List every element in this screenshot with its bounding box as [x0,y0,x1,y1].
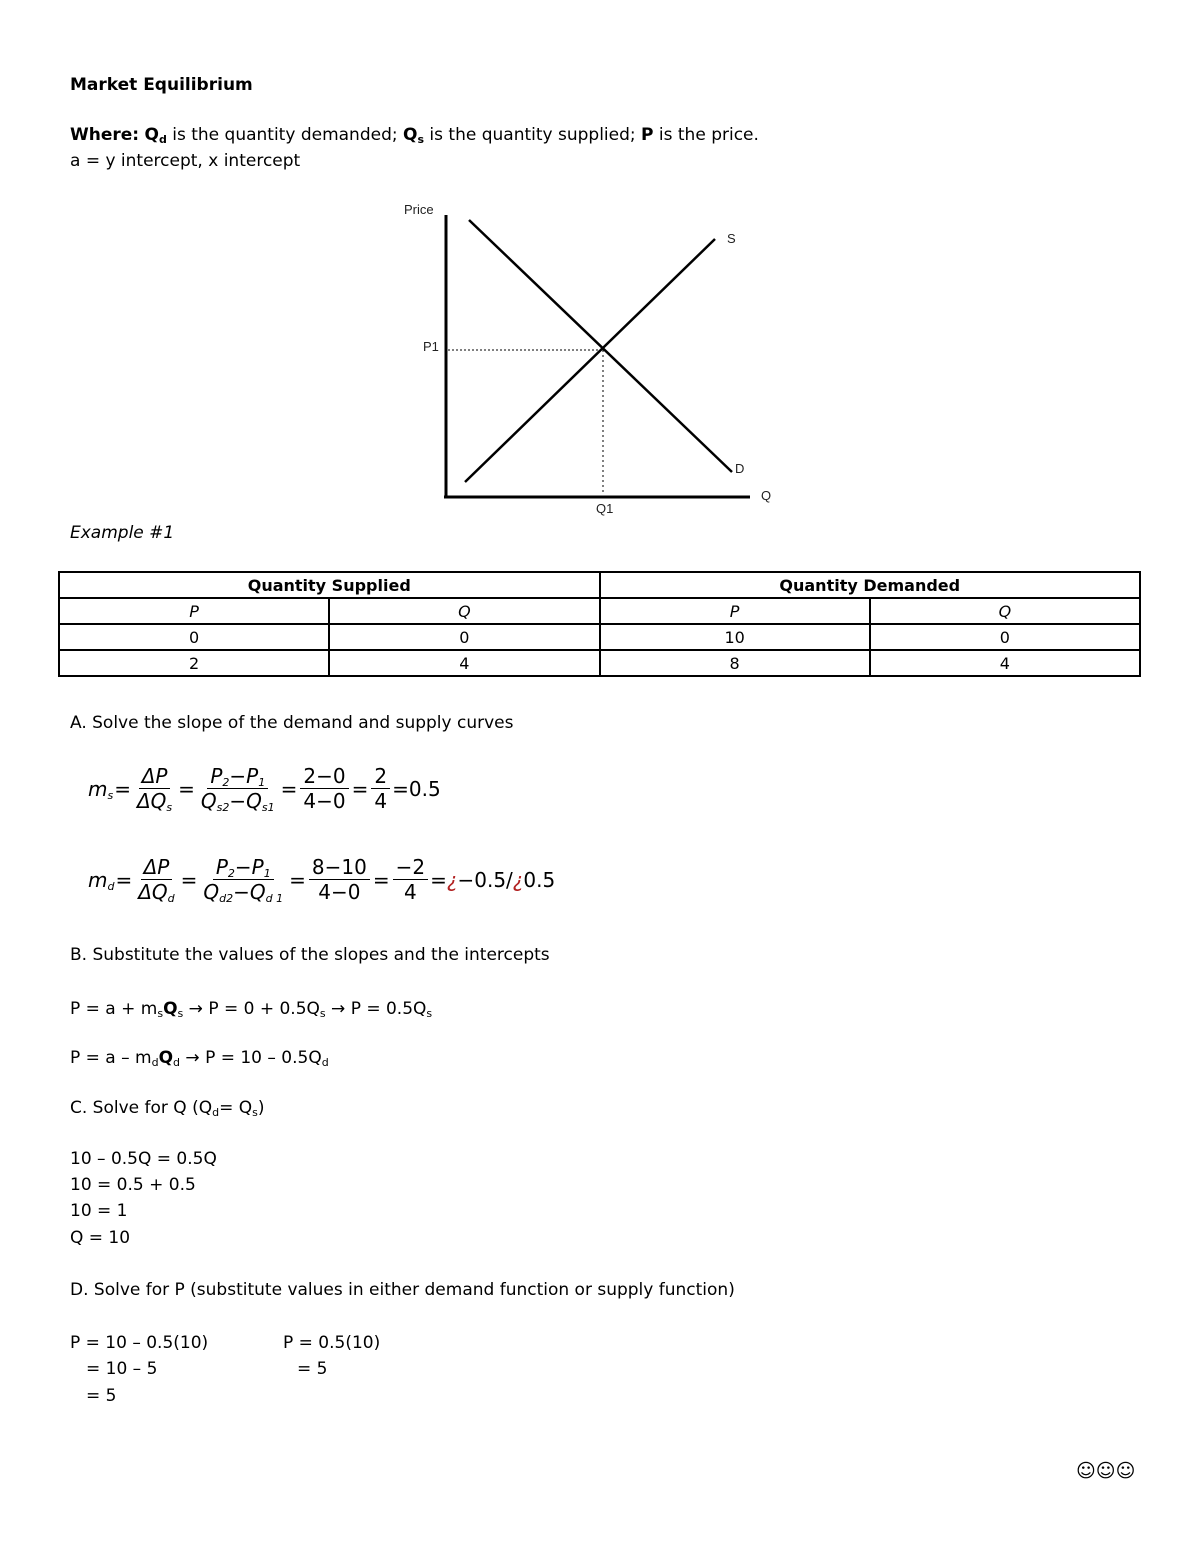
table-cell: 0 [329,624,599,650]
supply-price-line: P = 0.5(10) [283,1333,381,1353]
example-table [58,571,1141,677]
solve-q-line: 10 = 1 [70,1201,128,1221]
point-fraction: $\frac{P_2-P_1}{Q_{d2}-Q_{d 1}}$ [203,855,284,905]
eq-lhs: $m_s$ [88,776,114,802]
definitions-line [70,125,759,145]
demand-price-line: P = 10 – 0.5(10) [70,1333,209,1353]
table-cell: 0 [59,624,329,650]
demand-price-line: = 10 – 5 [86,1359,158,1379]
solve-q-line: 10 = 0.5 + 0.5 [70,1175,196,1195]
supply-price-line: = 5 [297,1359,328,1379]
q1-label: Q1 [596,501,614,516]
example-label: Example #1 [70,523,175,543]
demanded-header: Quantity Demanded [600,572,1141,598]
supplied-header: Quantity Supplied [59,572,600,598]
table-cell: 0 [870,624,1140,650]
value-fraction: $\frac{8-10}{4-0}$ [309,856,370,903]
p-description: is the price. [658,125,759,145]
table-row [59,624,1140,650]
section-b-heading: B. Substitute the values of the slopes and the intercepts [70,945,550,965]
table-row [59,650,1140,676]
supply-function-line: $P = a + m_sQ_s \to P = 0 + 0.5Q_s \to P = 0.5Q_s$ [70,999,433,1020]
eq-lhs: $m_d$ [88,867,115,893]
solve-q-line: Q = 10 [70,1228,131,1248]
qs-description: is the quantity supplied; [429,125,636,145]
qs-symbol: $Q_s$ [403,125,425,146]
demand-function-line: $P = a - m_dQ_d \to P = 10 - 0.5Q_d$ [70,1048,329,1069]
delta-fraction: $\frac{\Delta P}{\Delta Q_s}$ [136,764,173,814]
qd-symbol: $Q_d$ [144,125,167,146]
section-c-heading: C. Solve for Q $(Q_d= Q_s)$ [70,1098,265,1119]
page-title: Market Equilibrium [70,75,253,95]
solve-q-line: 10 – 0.5Q = 0.5Q [70,1149,217,1169]
demand-label: D [735,461,745,476]
section-d-heading: D. Solve for P (substitute values in either demand function or supply function) [70,1280,735,1300]
price-axis-label: Price [404,202,434,217]
table-cell: 2 [59,650,329,676]
point-fraction: $\frac{P_2-P_1}{Q_{s2}-Q_{s1}}$ [200,764,275,814]
table-cell: 8 [600,650,870,676]
table-cell: 4 [329,650,599,676]
col-header-q: Q [329,598,599,624]
demand-slope-equation: $m_d$ = $\frac{\Delta P}{\Delta Q_d}$ = $\frac{P_2-P_1}{Q_{d2}-Q_{d 1}}$ = $\frac{8-10}{4-0}$ = $\frac{-2}{4}$ =¿−0.5/¿0.5 [88,855,556,905]
smiley-icons: ☺☺☺ [1076,1460,1136,1482]
supply-label: S [727,231,736,246]
supply-demand-graph [395,195,785,520]
intercepts-note: a = y intercept, x intercept [70,151,301,171]
supply-curve [465,239,715,482]
section-a-heading: A. Solve the slope of the demand and supply curves [70,713,514,733]
supply-slope-equation: $m_s$ = $\frac{\Delta P}{\Delta Q_s}$ = $\frac{P_2-P_1}{Q_{s2}-Q_{s1}}$ = $\frac{2-0}{4-0}$ = $\frac{2}{4}$ =0.5 [88,764,441,814]
p-symbol: P [641,125,654,145]
eq-result: =¿−0.5/¿0.5 [430,867,556,892]
q-axis-label: Q [761,488,772,503]
where-label: Where: [70,125,140,145]
table-cell: 4 [870,650,1140,676]
value-fraction: $\frac{2-0}{4-0}$ [300,765,348,812]
table-cell: 10 [600,624,870,650]
demand-curve [469,220,732,472]
demand-price-line: = 5 [86,1386,117,1406]
reduced-fraction: $\frac{-2}{4}$ [393,856,428,903]
reduced-fraction: $\frac{2}{4}$ [371,765,390,812]
col-header-p: P [600,598,870,624]
col-header-p: P [59,598,329,624]
delta-fraction: $\frac{\Delta P}{\Delta Q_d}$ [138,855,175,905]
p1-label: P1 [423,339,439,354]
col-header-q: Q [870,598,1140,624]
qd-description: is the quantity demanded; [172,125,398,145]
eq-result: =0.5 [392,776,441,801]
